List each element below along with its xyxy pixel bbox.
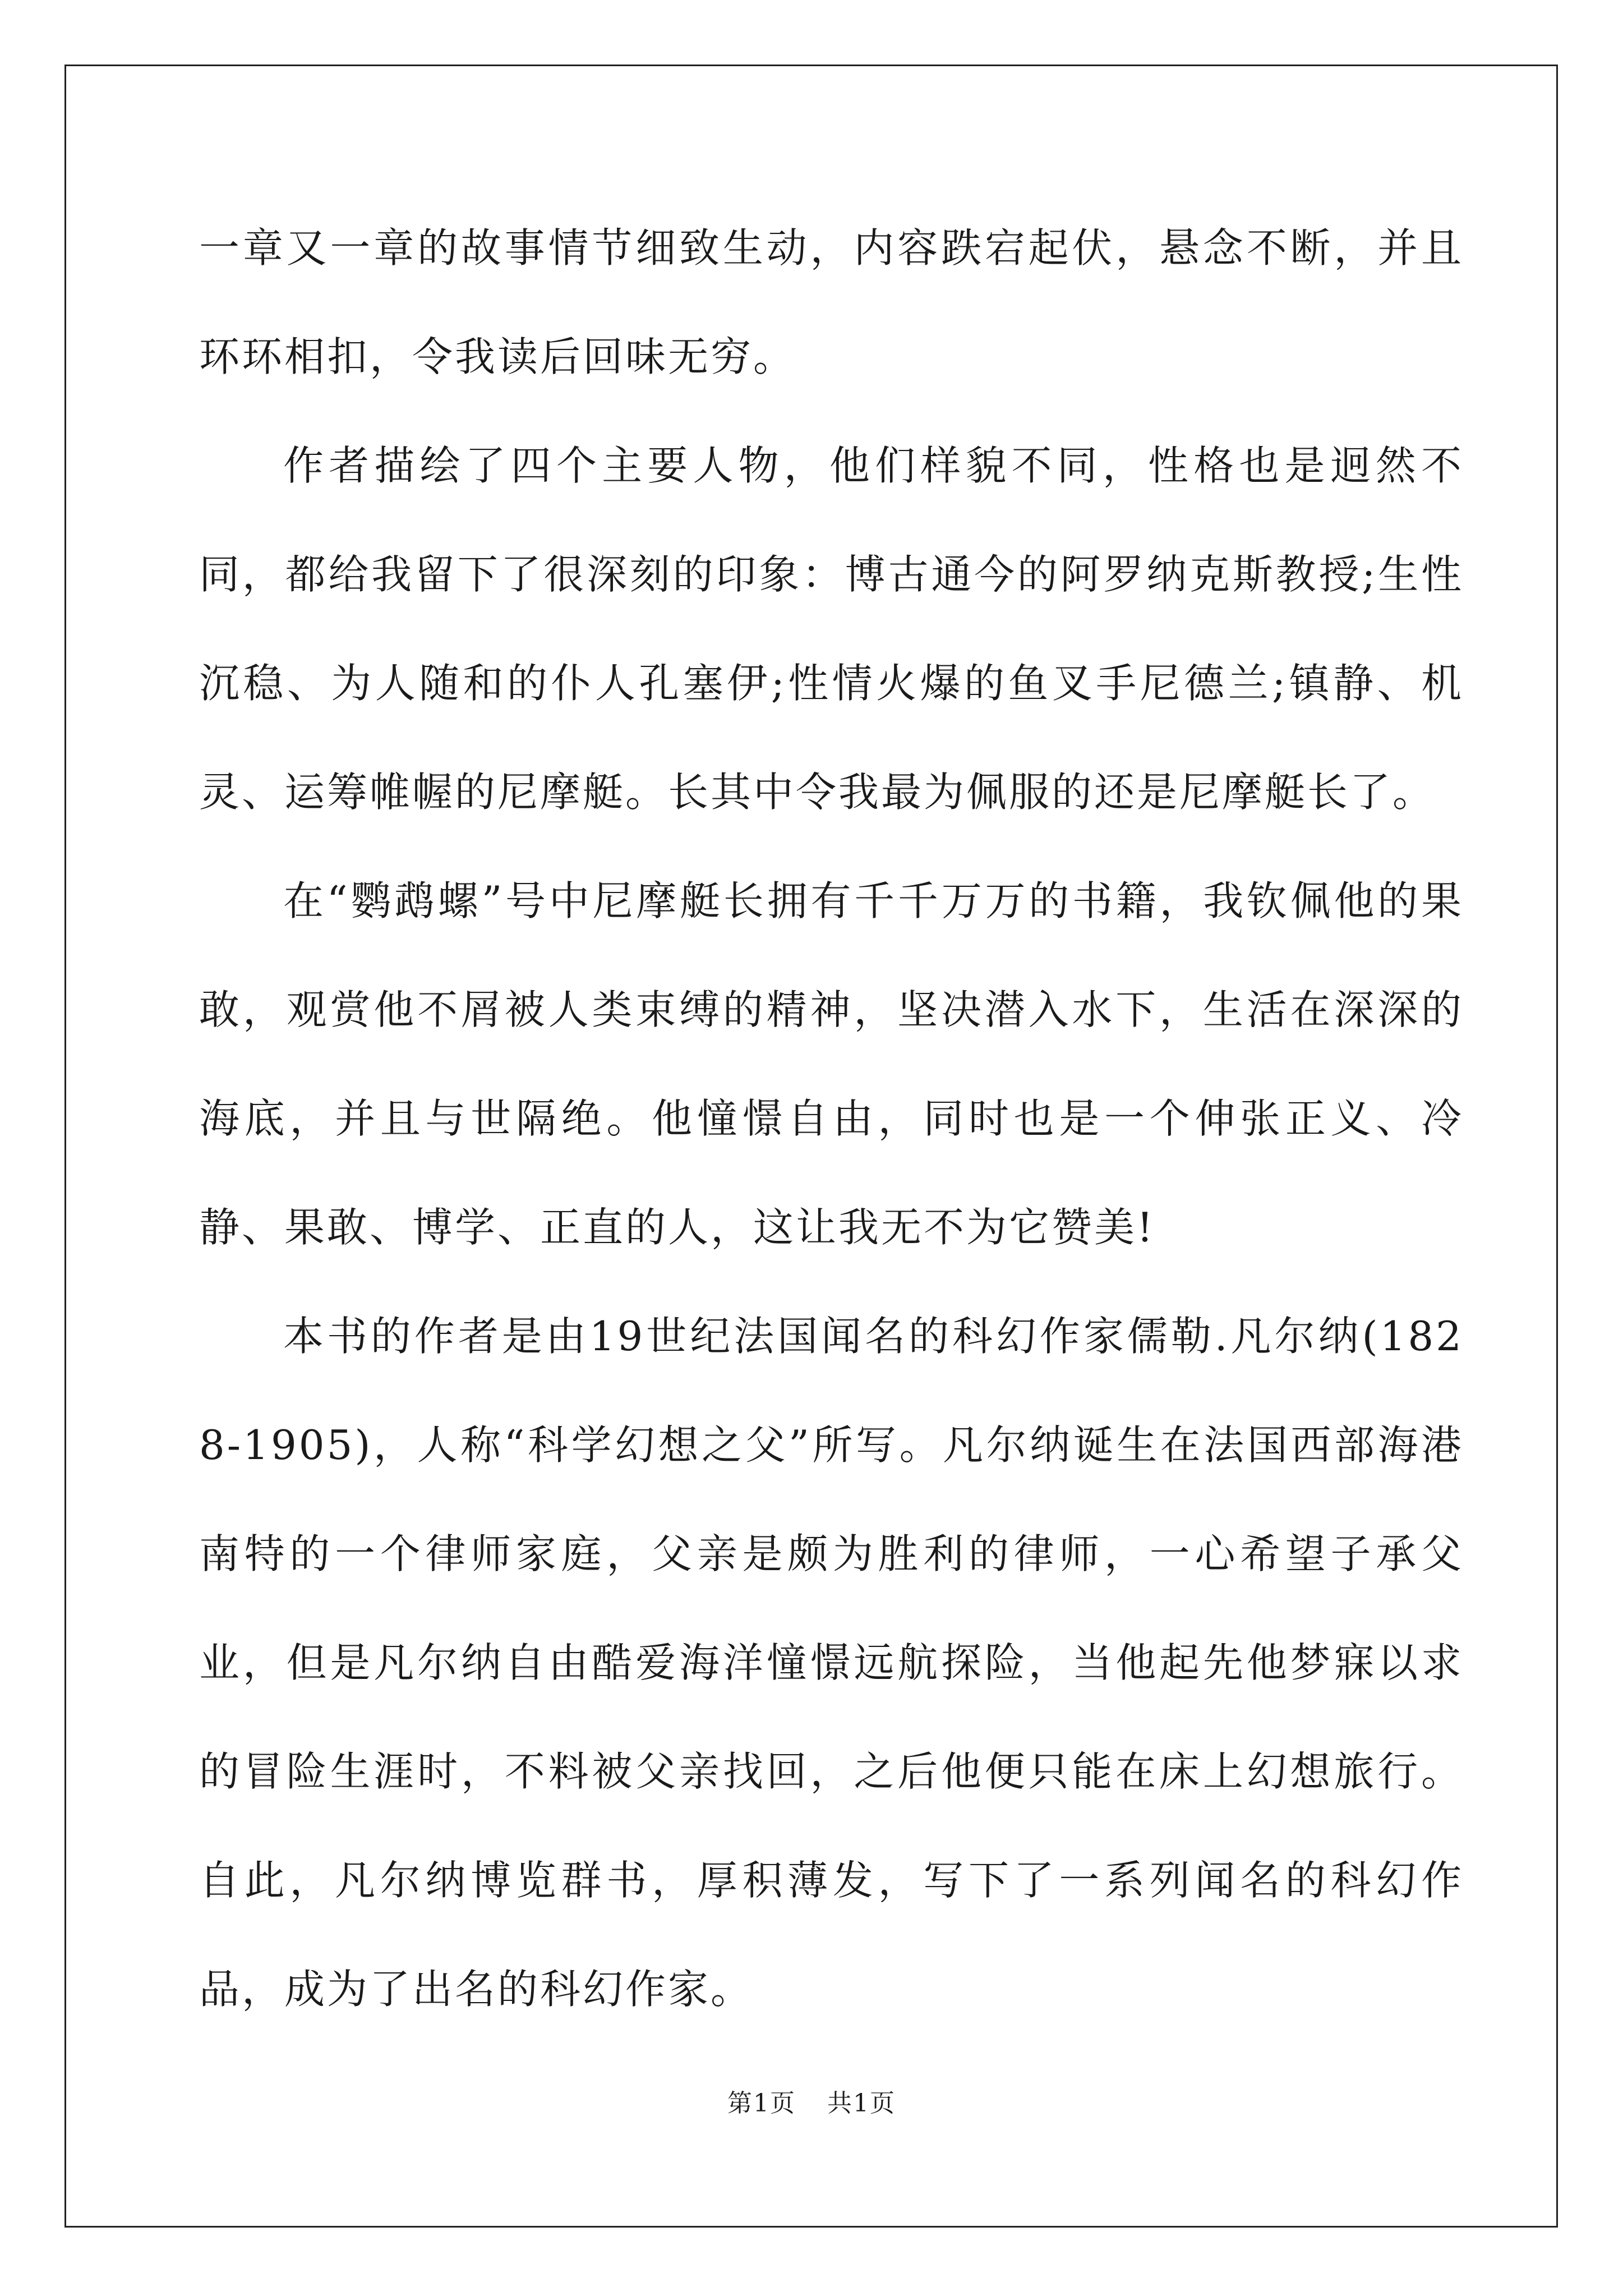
page-footer	[0, 2087, 1623, 2120]
paragraph-3: 在“鹦鹉螺”号中尼摩艇长拥有千千万万的书籍，我钦佩他的果敢，观赏他不屑被人类束缚的精神，坚决潜入水下，生活在深深的海底，并且与世隔绝。他憧憬自由，同时也是一个伸张正义、冷静、果敢、博学、正直的人，这让我无不为它赞美!	[199, 877, 1464, 1251]
document-body	[199, 194, 1464, 2044]
paragraph-4: 本书的作者是由19世纪法国闻名的科幻作家儒勒.凡尔纳(1828-1905)，人称“科学幻想之父”所写。凡尔纳诞生在法国西部海港南特的一个律师家庭，父亲是颇为胜利的律师，一心希望子承父业，但是凡尔纳自由酷爱海洋憧憬远航探险，当他起先他梦寐以求的冒险生涯时，不料被父亲找回，之后他便只能在床上幻想旅行。自此，凡尔纳博览群书，厚积薄发，写下了一系列闻名的科幻作品，成为了出名的科幻作家。	[199, 1313, 1464, 2013]
paragraph-2: 作者描绘了四个主要人物，他们样貌不同，性格也是迥然不同，都给我留下了很深刻的印象：博古通今的阿罗纳克斯教授;生性沉稳、为人随和的仆人孔塞伊;性情火爆的鱼叉手尼德兰;镇静、机灵、运筹帷幄的尼摩艇。长其中令我最为佩服的还是尼摩艇长了。	[199, 442, 1464, 816]
paragraph-1: 一章又一章的故事情节细致生动，内容跌宕起伏，悬念不断，并且环环相扣，令我读后回味无穷。	[199, 224, 1464, 380]
page-total: 共1页	[827, 2089, 896, 2118]
page-number: 第1页	[727, 2089, 796, 2118]
